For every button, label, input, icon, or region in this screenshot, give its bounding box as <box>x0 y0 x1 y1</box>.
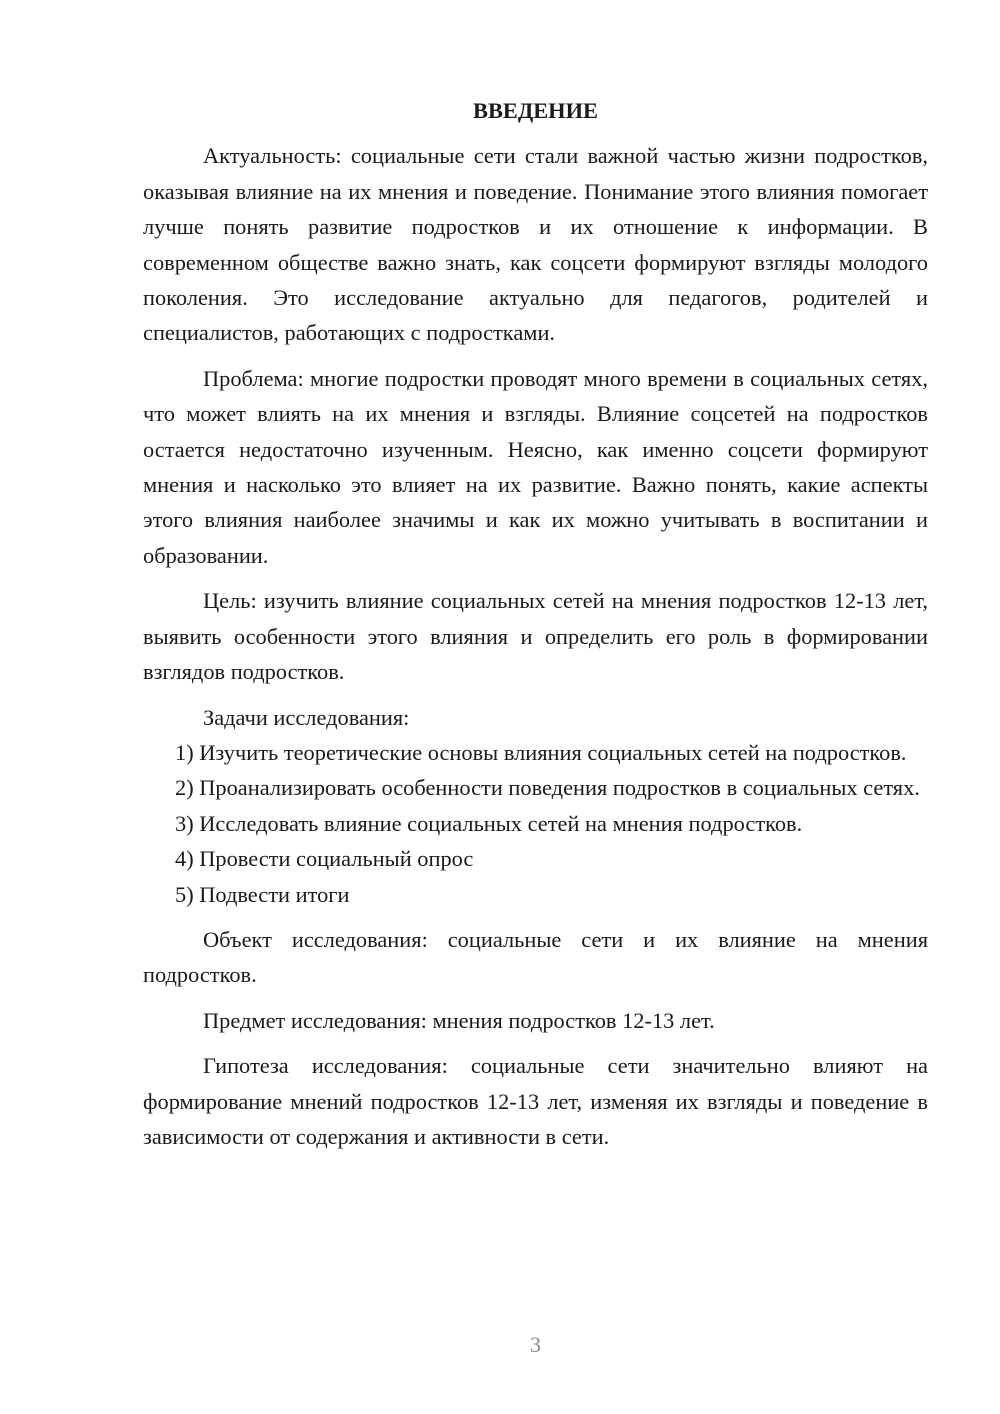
paragraph-goal: Цель: изучить влияние социальных сетей на мнения подростков 12-13 лет, выявить особенности этого влияния и определить его роль в формировании взглядов подростков. <box>143 588 928 685</box>
task-item-5: 5) Подвести итоги <box>175 881 350 907</box>
task-item-4: 4) Провести социальный опрос <box>175 846 474 872</box>
paragraph-relevance: Актуальность: социальные сети стали важной частью жизни подростков, оказывая влияние на их мнения и поведение. Понимание этого влияния помогает лучше понять развитие подростков и их отношение к информации. В современном обществе важно знать, как соцсети формируют взгляды молодого поколения. Это исследование актуально для педагогов, родителей и специалистов, работающих с подростками. <box>143 143 928 346</box>
paragraph-problem: Проблема: многие подростки проводят много времени в социальных сетях, что может влиять на их мнения и взгляды. Влияние соцсетей на подростков остается недостаточно изученным. Неясно, как именно соцсети формируют мнения и насколько это влияет на их развитие. Важно понять, какие аспекты этого влияния наиболее значимы и как их можно учитывать в воспитании и образовании. <box>143 365 928 568</box>
page-number: 3 <box>530 1332 541 1357</box>
page-title: ВВЕДЕНИЕ <box>473 98 598 123</box>
task-item-3: 3) Исследовать влияние социальных сетей на мнения подростков. <box>175 810 803 836</box>
paragraph-hypothesis: Гипотеза исследования: социальные сети значительно влияют на формирование мнений подростков 12-13 лет, изменяя их взгляды и поведение в зависимости от содержания и активности в сети. <box>143 1053 928 1149</box>
tasks-heading: Задачи исследования: <box>203 704 410 730</box>
page-body <box>143 93 928 1154</box>
task-item-1: 1) Изучить теоретические основы влияния социальных сетей на подростков. <box>175 739 907 765</box>
paragraph-subject: Предмет исследования: мнения подростков 12-13 лет. <box>203 1007 715 1033</box>
task-item-2: 2) Проанализировать особенности поведения подростков в социальных сетях. <box>175 775 920 801</box>
paragraph-object: Объект исследования: социальные сети и их влияние на мнения подростков. <box>143 926 928 988</box>
